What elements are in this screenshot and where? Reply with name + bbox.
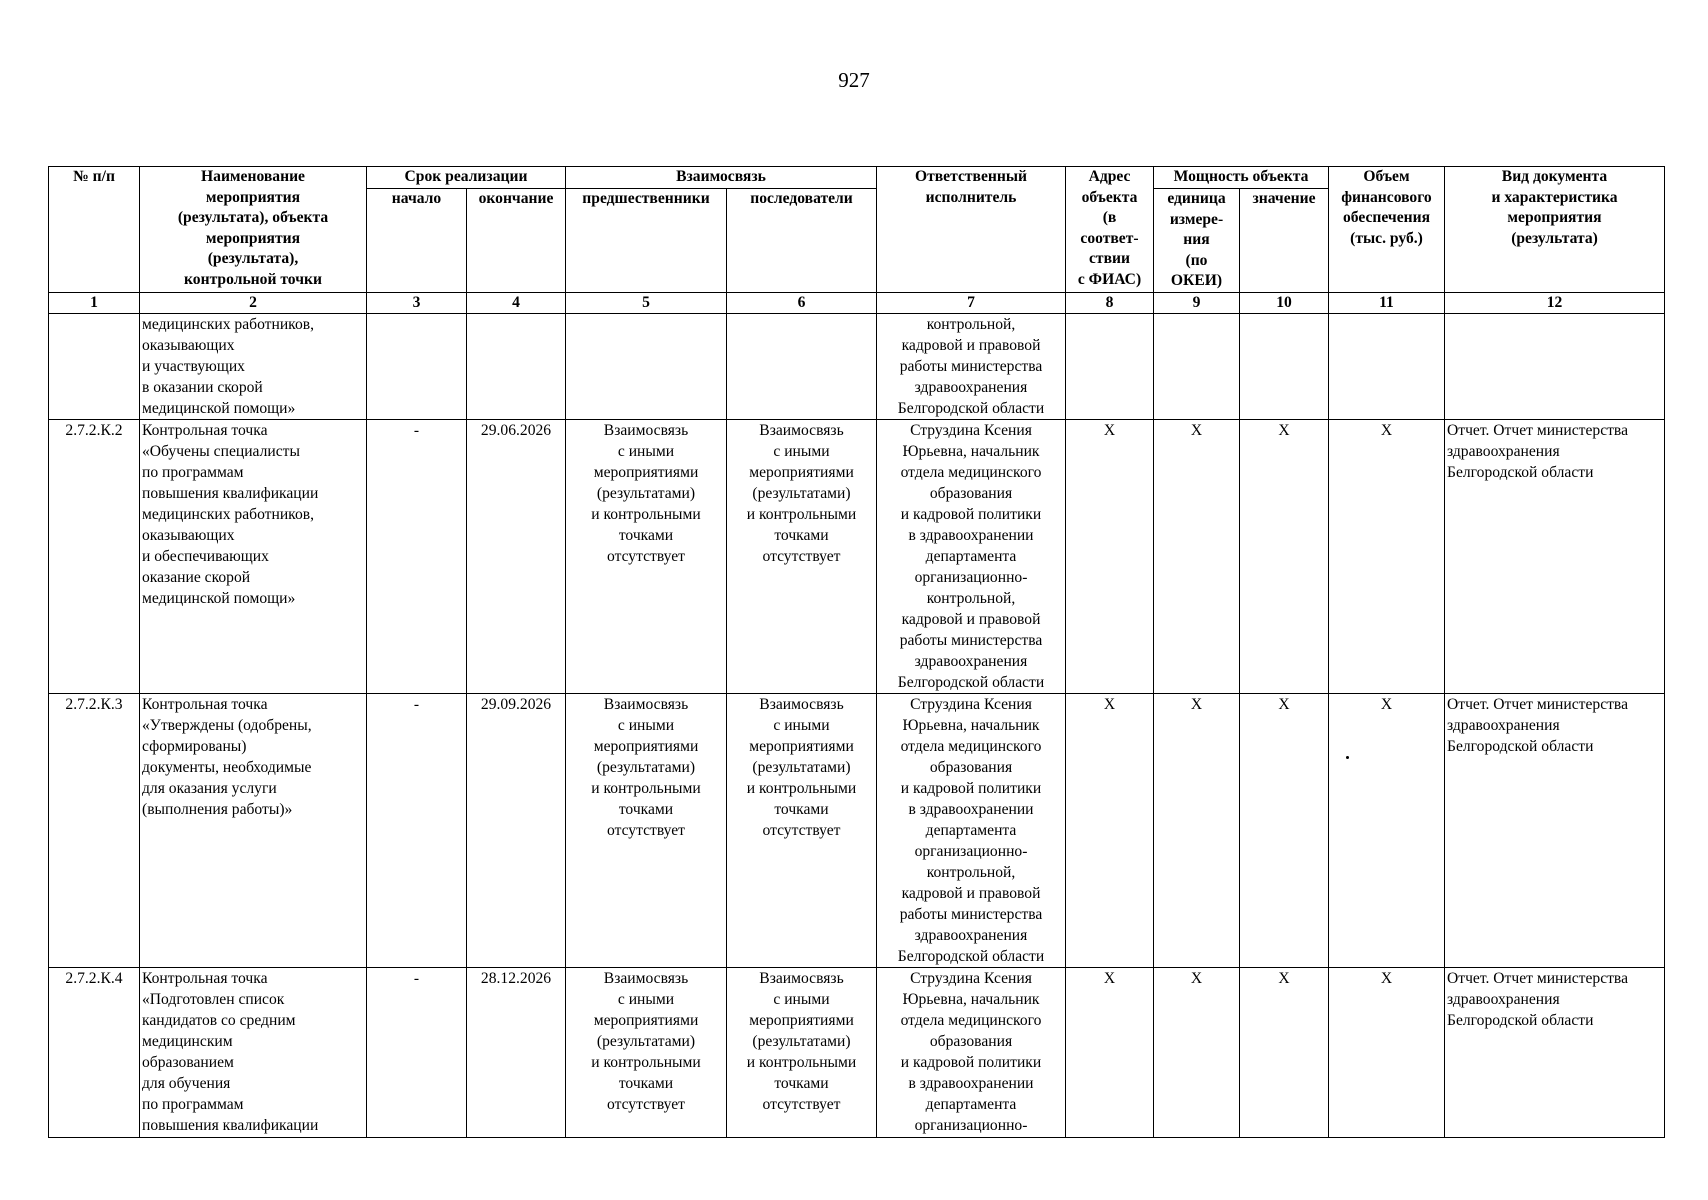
header-doc: Вид документа и характеристика мероприятия (результата) [1445, 167, 1665, 293]
header-term: Срок реализации [367, 167, 566, 189]
scan-speck [1346, 756, 1349, 759]
header-link-prev: предшественники [566, 189, 727, 293]
activities-table [48, 166, 1665, 1138]
column-number: 6 [727, 292, 877, 313]
header-name: Наименование мероприятия (результата), объекта мероприятия (результата), контрольной точки [140, 167, 367, 293]
column-number: 2 [140, 292, 367, 313]
header-capacity-value: значение [1240, 189, 1329, 293]
row-prev: Взаимосвязь с иными мероприятиями (результатами) и контрольными точками отсутствует [566, 419, 727, 693]
row-unit: X [1154, 419, 1240, 693]
row-name: медицинских работников, оказывающих и участвующих в оказании скорой медицинской помощи» [140, 313, 367, 419]
table-row [49, 419, 1665, 693]
row-address: X [1066, 419, 1154, 693]
row-name: Контрольная точка «Обучены специалисты по программам повышения квалификации медицинских работников, оказывающих и обеспечивающих оказание скорой медицинской помощи» [140, 419, 367, 693]
row-unit [1154, 313, 1240, 419]
header-num: № п/п [49, 167, 140, 293]
row-prev: Взаимосвязь с иными мероприятиями (результатами) и контрольными точками отсутствует [566, 967, 727, 1137]
column-number: 1 [49, 292, 140, 313]
row-start: - [367, 967, 467, 1137]
header-address: Адрес объекта (в соответ- ствии с ФИАС) [1066, 167, 1154, 293]
row-executor: Струздина Ксения Юрьевна, начальник отдела медицинского образования и кадровой политики в здравоохранении департамента организационно- [877, 967, 1066, 1137]
row-doc [1445, 313, 1665, 419]
row-next: Взаимосвязь с иными мероприятиями (результатами) и контрольными точками отсутствует [727, 419, 877, 693]
header-term-start: начало [367, 189, 467, 293]
row-executor: Струздина Ксения Юрьевна, начальник отдела медицинского образования и кадровой политики в здравоохранении департамента организационно- контрольной, кадровой и правовой работы министерства здравоохранения Белгородской области [877, 419, 1066, 693]
column-number: 8 [1066, 292, 1154, 313]
column-number: 12 [1445, 292, 1665, 313]
row-prev: Взаимосвязь с иными мероприятиями (результатами) и контрольными точками отсутствует [566, 693, 727, 967]
column-number: 4 [467, 292, 566, 313]
row-unit: X [1154, 693, 1240, 967]
row-address: X [1066, 967, 1154, 1137]
row-doc: Отчет. Отчет министерства здравоохранения Белгородской области [1445, 967, 1665, 1137]
row-num [49, 313, 140, 419]
row-finance: X [1329, 419, 1445, 693]
row-name: Контрольная точка «Подготовлен список кандидатов со средним медицинским образованием для обучения по программам повышения квалификации [140, 967, 367, 1137]
header-capacity: Мощность объекта [1154, 167, 1329, 189]
row-value: X [1240, 967, 1329, 1137]
row-finance: X [1329, 693, 1445, 967]
row-end: 29.06.2026 [467, 419, 566, 693]
row-next: Взаимосвязь с иными мероприятиями (результатами) и контрольными точками отсутствует [727, 967, 877, 1137]
row-executor: контрольной, кадровой и правовой работы министерства здравоохранения Белгородской области [877, 313, 1066, 419]
column-number: 5 [566, 292, 727, 313]
column-number: 3 [367, 292, 467, 313]
row-unit: X [1154, 967, 1240, 1137]
row-end [467, 313, 566, 419]
row-doc: Отчет. Отчет министерства здравоохранения Белгородской области [1445, 419, 1665, 693]
table-row [49, 693, 1665, 967]
row-value: X [1240, 693, 1329, 967]
row-finance [1329, 313, 1445, 419]
row-num: 2.7.2.К.3 [49, 693, 140, 967]
column-number: 7 [877, 292, 1066, 313]
row-address [1066, 313, 1154, 419]
header-term-end: окончание [467, 189, 566, 293]
row-next: Взаимосвязь с иными мероприятиями (результатами) и контрольными точками отсутствует [727, 693, 877, 967]
row-value: X [1240, 419, 1329, 693]
row-num: 2.7.2.К.2 [49, 419, 140, 693]
header-capacity-unit: единица измере- ния (по ОКЕИ) [1154, 189, 1240, 293]
row-value [1240, 313, 1329, 419]
row-end: 28.12.2026 [467, 967, 566, 1137]
row-prev [566, 313, 727, 419]
header-link-next: последователи [727, 189, 877, 293]
row-next [727, 313, 877, 419]
header-link: Взаимосвязь [566, 167, 877, 189]
row-start: - [367, 419, 467, 693]
table-row [49, 313, 1665, 419]
column-number: 9 [1154, 292, 1240, 313]
row-end: 29.09.2026 [467, 693, 566, 967]
page-number: 927 [838, 68, 870, 92]
table-row [49, 967, 1665, 1137]
row-finance: X [1329, 967, 1445, 1137]
row-start [367, 313, 467, 419]
row-num: 2.7.2.К.4 [49, 967, 140, 1137]
header-finance: Объем финансового обеспечения (тыс. руб.) [1329, 167, 1445, 293]
row-start: - [367, 693, 467, 967]
row-executor: Струздина Ксения Юрьевна, начальник отдела медицинского образования и кадровой политики в здравоохранении департамента организационно- контрольной, кадровой и правовой работы министерства здравоохранения Белгородской области [877, 693, 1066, 967]
column-number: 11 [1329, 292, 1445, 313]
row-address: X [1066, 693, 1154, 967]
header-executor: Ответственный исполнитель [877, 167, 1066, 293]
row-name: Контрольная точка «Утверждены (одобрены, сформированы) документы, необходимые для оказания услуги (выполнения работы)» [140, 693, 367, 967]
column-number: 10 [1240, 292, 1329, 313]
row-doc: Отчет. Отчет министерства здравоохранения Белгородской области [1445, 693, 1665, 967]
